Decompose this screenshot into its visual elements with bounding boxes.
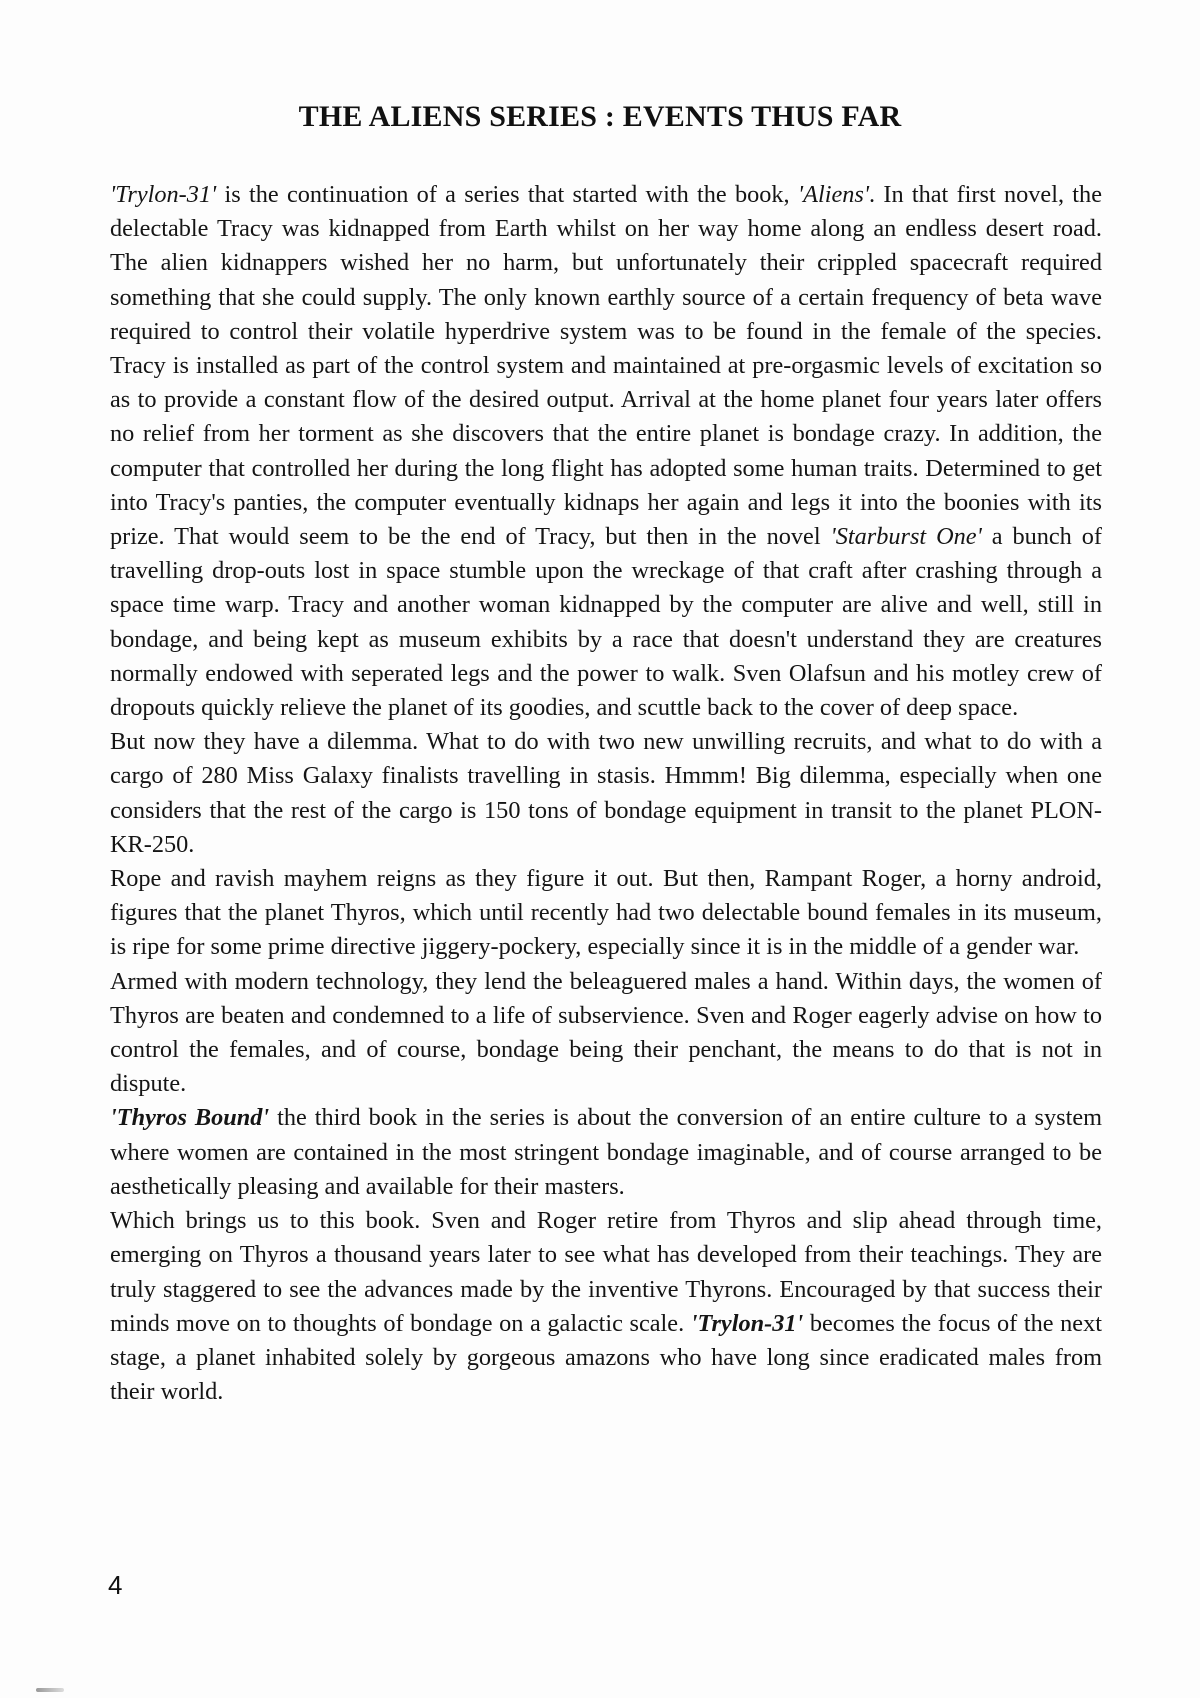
paragraph-6 — [110, 1204, 1102, 1409]
scan-edge-mark — [36, 1688, 64, 1692]
paragraph-text: becomes the focus of the next stage, a planet inhabited solely by gorgeous amazons who have long since eradicated males from their world. — [110, 1309, 1102, 1406]
book-title-aliens: 'Aliens' — [797, 181, 870, 208]
paragraph-text: is the continuation of a series that started with the book, — [216, 181, 798, 208]
paragraph-3: Rope and ravish mayhem reigns as they figure it out. But then, Rampant Roger, a horny android, figures that the planet Thyros, which until recently had two delectable bound females in its museum, is ripe for some prime directive jiggery-pockery, especially since it is in the middle of a gender war. — [110, 865, 1102, 961]
book-title-trylon-bold: 'Trylon-31' — [690, 1309, 804, 1337]
page-title: THE ALIENS SERIES : EVENTS THUS FAR — [298, 100, 902, 133]
body-text — [110, 178, 1102, 1409]
paragraph-text: Which brings us to this book. Sven and Roger retire from Thyros and slip ahead through time, emerging on Thyros a thousand years later to see what has developed from their teachings. They are truly staggered to see the advances made by the inventive Thyrons. Encouraged by that success their minds move on to thoughts of bondage on a galactic scale. — [110, 1207, 1102, 1337]
book-title-starburst: 'Starburst One' — [830, 523, 982, 551]
book-title-trylon: 'Trylon-31' — [110, 181, 217, 208]
paragraph-text: the third book in the series is about the conversion of an entire culture to a system where women are contained in the most stringent bondage imaginable, and of course arranged to be aesthetically pleasing and available for their masters. — [110, 1104, 1102, 1200]
paragraph-text: a bunch of travelling drop-outs lost in space stumble upon the wreckage of that craft after crashing through a space time warp. Tracy and another woman kidnapped by the computer are alive and well, still in bondage, and being kept as museum exhibits by a race that doesn't understand they are creatures normally endowed with seperated legs and the power to walk. Sven Olafsun and his motley crew of dropouts quickly relieve the planet of its goodies, and scuttle back to the cover of deep space. — [110, 523, 1102, 722]
page-number: 4 — [108, 1570, 123, 1600]
paragraph-2: But now they have a dilemma. What to do with two new unwilling recruits, and what to do with a cargo of 280 Miss Galaxy finalists travelling in stasis. Hmmm! Big dilemma, especially when one considers that the rest of the cargo is 150 tons of bondage equipment in transit to the planet PLON-KR-250. — [110, 728, 1102, 858]
paragraph-text: . In that first novel, the delectable Tracy was kidnapped from Earth whilst on her way home along an endless desert road. The alien kidnappers wished her no harm, but unfortunately their crippled spacecraft required something that she could supply. The only known earthly source of a certain frequency of beta wave required to control their volatile hyperdrive system was to be found in the female of the species. Tracy is installed as part of the control system and maintained at pre-orgasmic levels of excitation so as to provide a constant flow of the desired output. Arrival at the home planet four years later offers no relief from her torment as she discovers that the entire planet is bondage crazy. In addition, the computer that controlled her during the long flight has adopted some human traits. Determined to get into Tracy's panties, the computer eventually kidnaps her again and legs it into the boonies with its prize. That would seem to be the end of Tracy, but then in the novel — [110, 181, 1102, 551]
paragraph-4: Armed with modern technology, they lend the beleaguered males a hand. Within days, the women of Thyros are beaten and condemned to a life of subservience. Sven and Roger eagerly advise on how to control the females, and of course, bondage being their penchant, the means to do that is not in dispute. — [110, 967, 1102, 1098]
book-title-thyros-bound: 'Thyros Bound' — [110, 1104, 270, 1132]
paragraph-5 — [110, 1101, 1102, 1204]
paragraph-1 — [110, 178, 1102, 725]
